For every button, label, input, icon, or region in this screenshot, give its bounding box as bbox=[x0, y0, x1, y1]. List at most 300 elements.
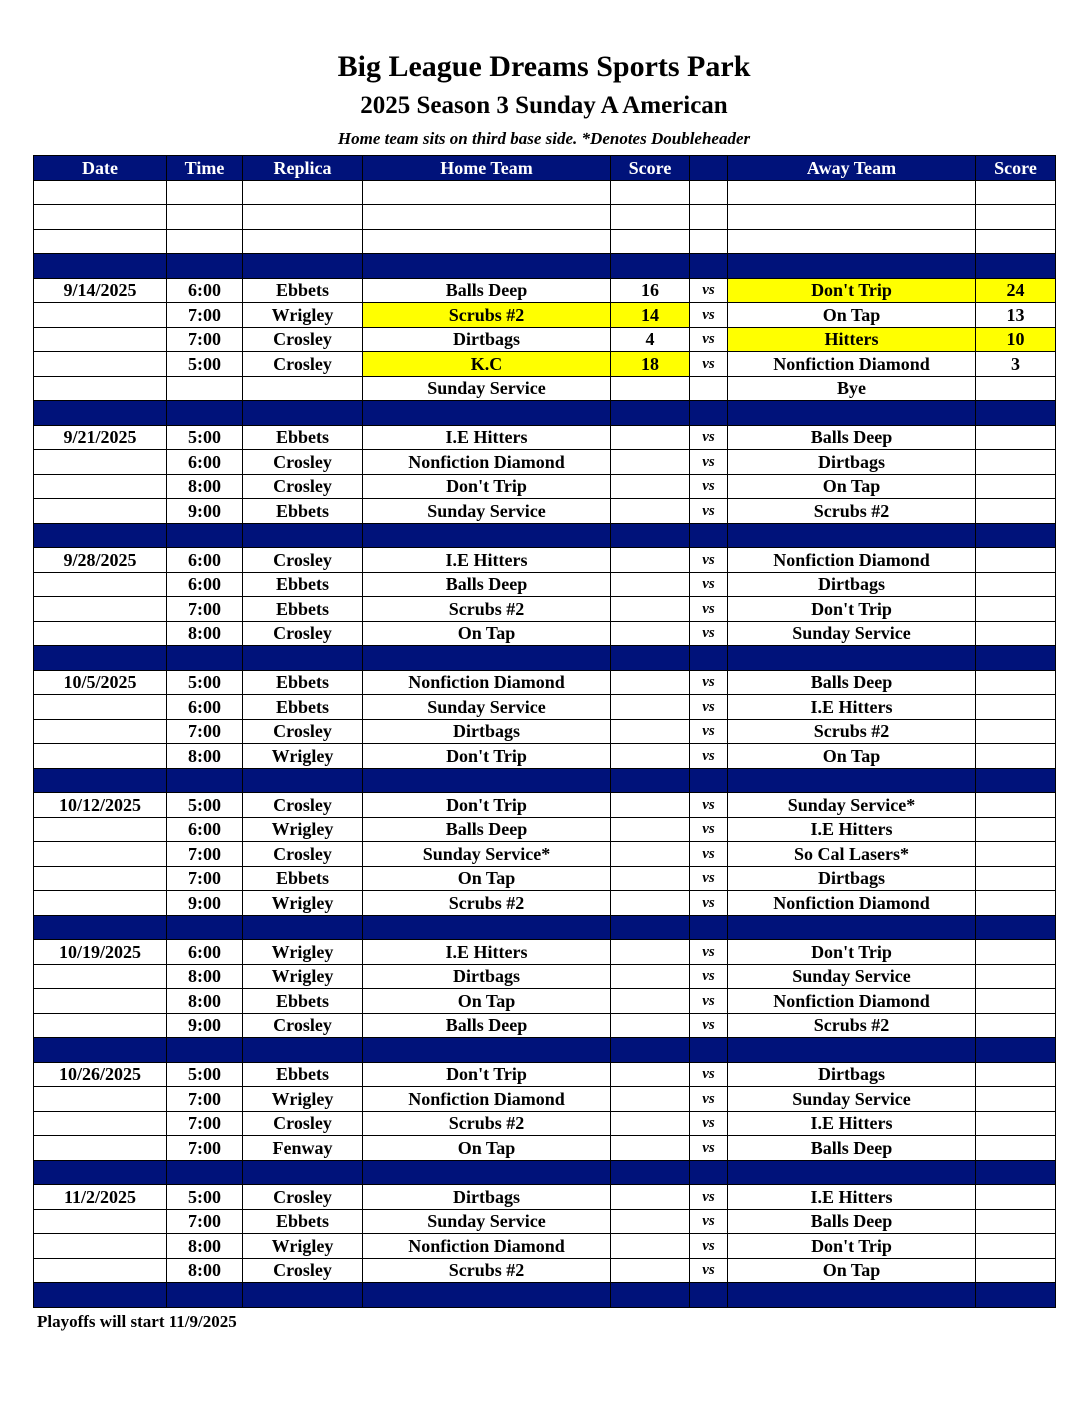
time-cell: 5:00 bbox=[167, 1062, 243, 1087]
table-row bbox=[34, 1062, 1056, 1087]
vs-cell: vs bbox=[690, 425, 728, 450]
home-score-cell bbox=[611, 719, 690, 744]
away-team-cell bbox=[728, 180, 976, 205]
replica-cell: Crosley bbox=[243, 793, 363, 818]
date-cell bbox=[34, 499, 167, 524]
away-score-cell bbox=[976, 719, 1056, 744]
date-cell bbox=[34, 450, 167, 475]
time-cell: 5:00 bbox=[167, 793, 243, 818]
date-cell bbox=[34, 719, 167, 744]
replica-cell: Wrigley bbox=[243, 1087, 363, 1112]
time-cell: 5:00 bbox=[167, 352, 243, 377]
time-cell: 6:00 bbox=[167, 940, 243, 965]
date-cell bbox=[34, 1258, 167, 1283]
replica-cell: Ebbets bbox=[243, 1062, 363, 1087]
home-team-cell: Don't Trip bbox=[363, 474, 611, 499]
date-cell bbox=[34, 229, 167, 254]
home-team-cell: Scrubs #2 bbox=[363, 1111, 611, 1136]
replica-cell: Crosley bbox=[243, 327, 363, 352]
table-row bbox=[34, 229, 1056, 254]
date-separator-row bbox=[34, 1160, 1056, 1185]
away-score-cell bbox=[976, 401, 1056, 426]
away-score-cell bbox=[976, 450, 1056, 475]
date-cell bbox=[34, 1283, 167, 1308]
time-cell bbox=[167, 1160, 243, 1185]
date-separator-row bbox=[34, 768, 1056, 793]
replica-cell: Crosley bbox=[243, 450, 363, 475]
home-score-cell bbox=[611, 1209, 690, 1234]
away-team-cell: Don't Trip bbox=[728, 940, 976, 965]
home-team-cell: Dirtbags bbox=[363, 327, 611, 352]
vs-cell: vs bbox=[690, 1185, 728, 1210]
time-cell bbox=[167, 180, 243, 205]
vs-cell bbox=[690, 1283, 728, 1308]
time-cell: 7:00 bbox=[167, 303, 243, 328]
time-cell: 5:00 bbox=[167, 670, 243, 695]
time-cell: 6:00 bbox=[167, 548, 243, 573]
table-row bbox=[34, 376, 1056, 401]
replica-cell bbox=[243, 254, 363, 279]
vs-cell bbox=[690, 646, 728, 671]
date-cell: 10/26/2025 bbox=[34, 1062, 167, 1087]
away-score-cell bbox=[976, 915, 1056, 940]
replica-cell: Ebbets bbox=[243, 572, 363, 597]
replica-cell: Ebbets bbox=[243, 597, 363, 622]
away-score-cell bbox=[976, 793, 1056, 818]
header-away-score: Score bbox=[976, 156, 1056, 181]
home-score-cell bbox=[611, 744, 690, 769]
home-score-cell bbox=[611, 915, 690, 940]
home-score-cell bbox=[611, 1283, 690, 1308]
table-row bbox=[34, 327, 1056, 352]
replica-cell: Crosley bbox=[243, 719, 363, 744]
away-score-cell bbox=[976, 548, 1056, 573]
home-score-cell bbox=[611, 254, 690, 279]
date-separator-row bbox=[34, 915, 1056, 940]
vs-cell: vs bbox=[690, 1209, 728, 1234]
home-team-cell bbox=[363, 646, 611, 671]
home-team-cell: K.C bbox=[363, 352, 611, 377]
header-date: Date bbox=[34, 156, 167, 181]
away-score-cell bbox=[976, 866, 1056, 891]
home-team-cell: Balls Deep bbox=[363, 1013, 611, 1038]
home-score-cell bbox=[611, 866, 690, 891]
date-cell bbox=[34, 1160, 167, 1185]
home-score-cell bbox=[611, 817, 690, 842]
date-cell bbox=[34, 768, 167, 793]
away-team-cell: Dirtbags bbox=[728, 450, 976, 475]
home-team-cell: Don't Trip bbox=[363, 793, 611, 818]
away-team-cell bbox=[728, 229, 976, 254]
vs-cell: vs bbox=[690, 303, 728, 328]
home-score-cell bbox=[611, 964, 690, 989]
table-row bbox=[34, 793, 1056, 818]
home-score-cell bbox=[611, 499, 690, 524]
home-team-cell bbox=[363, 205, 611, 230]
vs-cell: vs bbox=[690, 1087, 728, 1112]
home-team-cell: Scrubs #2 bbox=[363, 891, 611, 916]
away-team-cell: Don't Trip bbox=[728, 597, 976, 622]
time-cell: 8:00 bbox=[167, 964, 243, 989]
date-separator-row bbox=[34, 1283, 1056, 1308]
away-team-cell: On Tap bbox=[728, 474, 976, 499]
home-score-cell bbox=[611, 1062, 690, 1087]
time-cell bbox=[167, 646, 243, 671]
away-score-cell bbox=[976, 1013, 1056, 1038]
vs-cell: vs bbox=[690, 891, 728, 916]
away-team-cell: Nonfiction Diamond bbox=[728, 891, 976, 916]
replica-cell: Ebbets bbox=[243, 1209, 363, 1234]
away-score-cell bbox=[976, 499, 1056, 524]
away-team-cell bbox=[728, 1038, 976, 1063]
time-cell: 7:00 bbox=[167, 327, 243, 352]
time-cell: 7:00 bbox=[167, 1111, 243, 1136]
replica-cell: Crosley bbox=[243, 1111, 363, 1136]
table-header-row bbox=[34, 156, 1056, 181]
home-score-cell bbox=[611, 621, 690, 646]
date-cell: 11/2/2025 bbox=[34, 1185, 167, 1210]
away-team-cell bbox=[728, 646, 976, 671]
away-score-cell bbox=[976, 670, 1056, 695]
date-cell bbox=[34, 376, 167, 401]
table-row bbox=[34, 1209, 1056, 1234]
table-row bbox=[34, 817, 1056, 842]
home-score-cell bbox=[611, 548, 690, 573]
date-cell bbox=[34, 401, 167, 426]
away-score-cell: 3 bbox=[976, 352, 1056, 377]
header-time: Time bbox=[167, 156, 243, 181]
home-team-cell: Balls Deep bbox=[363, 817, 611, 842]
home-score-cell bbox=[611, 523, 690, 548]
vs-cell: vs bbox=[690, 499, 728, 524]
table-row bbox=[34, 303, 1056, 328]
home-team-cell: Nonfiction Diamond bbox=[363, 1087, 611, 1112]
date-cell bbox=[34, 1111, 167, 1136]
vs-cell bbox=[690, 376, 728, 401]
away-score-cell bbox=[976, 989, 1056, 1014]
date-cell bbox=[34, 303, 167, 328]
schedule-body bbox=[34, 180, 1056, 1307]
time-cell: 7:00 bbox=[167, 1087, 243, 1112]
home-team-cell bbox=[363, 1038, 611, 1063]
away-team-cell bbox=[728, 768, 976, 793]
home-team-cell bbox=[363, 768, 611, 793]
replica-cell: Fenway bbox=[243, 1136, 363, 1161]
away-team-cell: Sunday Service* bbox=[728, 793, 976, 818]
home-score-cell bbox=[611, 1111, 690, 1136]
vs-cell bbox=[690, 915, 728, 940]
table-row bbox=[34, 548, 1056, 573]
home-score-cell bbox=[611, 1185, 690, 1210]
replica-cell: Crosley bbox=[243, 621, 363, 646]
vs-cell: vs bbox=[690, 548, 728, 573]
date-cell: 10/12/2025 bbox=[34, 793, 167, 818]
replica-cell: Ebbets bbox=[243, 695, 363, 720]
away-team-cell: Balls Deep bbox=[728, 425, 976, 450]
home-score-cell bbox=[611, 989, 690, 1014]
date-cell bbox=[34, 842, 167, 867]
away-team-cell bbox=[728, 1160, 976, 1185]
away-team-cell: On Tap bbox=[728, 744, 976, 769]
away-score-cell bbox=[976, 180, 1056, 205]
time-cell: 7:00 bbox=[167, 597, 243, 622]
date-cell bbox=[34, 1087, 167, 1112]
away-score-cell bbox=[976, 842, 1056, 867]
home-score-cell bbox=[611, 180, 690, 205]
away-score-cell bbox=[976, 229, 1056, 254]
vs-cell bbox=[690, 768, 728, 793]
replica-cell: Wrigley bbox=[243, 303, 363, 328]
replica-cell bbox=[243, 523, 363, 548]
replica-cell: Ebbets bbox=[243, 425, 363, 450]
vs-cell: vs bbox=[690, 572, 728, 597]
time-cell: 8:00 bbox=[167, 1234, 243, 1259]
table-row bbox=[34, 989, 1056, 1014]
header-replica: Replica bbox=[243, 156, 363, 181]
home-score-cell bbox=[611, 793, 690, 818]
home-score-cell bbox=[611, 768, 690, 793]
home-team-cell bbox=[363, 1160, 611, 1185]
time-cell: 7:00 bbox=[167, 719, 243, 744]
away-score-cell bbox=[976, 376, 1056, 401]
away-score-cell bbox=[976, 1160, 1056, 1185]
vs-cell bbox=[690, 254, 728, 279]
away-score-cell bbox=[976, 1111, 1056, 1136]
home-team-cell bbox=[363, 180, 611, 205]
away-team-cell: I.E Hitters bbox=[728, 695, 976, 720]
replica-cell bbox=[243, 229, 363, 254]
home-score-cell bbox=[611, 205, 690, 230]
away-score-cell bbox=[976, 1087, 1056, 1112]
home-score-cell: 16 bbox=[611, 278, 690, 303]
date-cell: 10/5/2025 bbox=[34, 670, 167, 695]
time-cell: 7:00 bbox=[167, 842, 243, 867]
away-team-cell: Sunday Service bbox=[728, 964, 976, 989]
home-team-cell bbox=[363, 915, 611, 940]
away-team-cell: On Tap bbox=[728, 303, 976, 328]
away-score-cell bbox=[976, 621, 1056, 646]
home-score-cell bbox=[611, 940, 690, 965]
home-team-cell: Nonfiction Diamond bbox=[363, 450, 611, 475]
table-row bbox=[34, 719, 1056, 744]
home-team-cell: Sunday Service* bbox=[363, 842, 611, 867]
header-vs bbox=[690, 156, 728, 181]
vs-cell: vs bbox=[690, 1111, 728, 1136]
home-team-cell: Sunday Service bbox=[363, 1209, 611, 1234]
vs-cell: vs bbox=[690, 989, 728, 1014]
away-score-cell bbox=[976, 597, 1056, 622]
home-team-cell bbox=[363, 229, 611, 254]
vs-cell bbox=[690, 1038, 728, 1063]
home-score-cell bbox=[611, 572, 690, 597]
date-cell bbox=[34, 254, 167, 279]
vs-cell bbox=[690, 205, 728, 230]
table-row bbox=[34, 474, 1056, 499]
time-cell: 7:00 bbox=[167, 866, 243, 891]
schedule-table bbox=[33, 155, 1056, 1308]
page-subtitle: 2025 Season 3 Sunday A American bbox=[360, 92, 728, 119]
home-score-cell bbox=[611, 597, 690, 622]
date-cell bbox=[34, 891, 167, 916]
away-team-cell: Don't Trip bbox=[728, 1234, 976, 1259]
home-score-cell bbox=[611, 425, 690, 450]
replica-cell: Ebbets bbox=[243, 989, 363, 1014]
date-separator-row bbox=[34, 646, 1056, 671]
time-cell bbox=[167, 915, 243, 940]
away-score-cell bbox=[976, 523, 1056, 548]
replica-cell: Ebbets bbox=[243, 866, 363, 891]
away-team-cell bbox=[728, 523, 976, 548]
date-cell bbox=[34, 989, 167, 1014]
away-team-cell bbox=[728, 915, 976, 940]
replica-cell: Ebbets bbox=[243, 670, 363, 695]
replica-cell: Crosley bbox=[243, 352, 363, 377]
home-score-cell bbox=[611, 401, 690, 426]
away-score-cell bbox=[976, 695, 1056, 720]
away-team-cell: Hitters bbox=[728, 327, 976, 352]
table-row bbox=[34, 621, 1056, 646]
away-team-cell: I.E Hitters bbox=[728, 1185, 976, 1210]
time-cell: 6:00 bbox=[167, 450, 243, 475]
away-team-cell: Dirtbags bbox=[728, 572, 976, 597]
away-score-cell bbox=[976, 1038, 1056, 1063]
away-team-cell: I.E Hitters bbox=[728, 1111, 976, 1136]
home-team-cell: Dirtbags bbox=[363, 964, 611, 989]
home-score-cell bbox=[611, 1234, 690, 1259]
schedule-note: Home team sits on third base side. *Denotes Doubleheader bbox=[337, 129, 751, 148]
date-cell bbox=[34, 695, 167, 720]
page-title: Big League Dreams Sports Park bbox=[337, 50, 751, 83]
replica-cell: Crosley bbox=[243, 842, 363, 867]
time-cell bbox=[167, 229, 243, 254]
home-team-cell bbox=[363, 1283, 611, 1308]
date-cell bbox=[34, 621, 167, 646]
vs-cell: vs bbox=[690, 1013, 728, 1038]
vs-cell: vs bbox=[690, 866, 728, 891]
home-team-cell bbox=[363, 254, 611, 279]
away-team-cell: Scrubs #2 bbox=[728, 499, 976, 524]
home-score-cell: 14 bbox=[611, 303, 690, 328]
date-cell bbox=[34, 205, 167, 230]
replica-cell bbox=[243, 376, 363, 401]
vs-cell: vs bbox=[690, 1234, 728, 1259]
away-team-cell: Bye bbox=[728, 376, 976, 401]
table-row bbox=[34, 964, 1056, 989]
away-team-cell: Dirtbags bbox=[728, 1062, 976, 1087]
date-cell bbox=[34, 327, 167, 352]
home-team-cell: Balls Deep bbox=[363, 278, 611, 303]
home-score-cell: 4 bbox=[611, 327, 690, 352]
vs-cell: vs bbox=[690, 352, 728, 377]
away-score-cell bbox=[976, 474, 1056, 499]
away-score-cell bbox=[976, 1209, 1056, 1234]
time-cell: 6:00 bbox=[167, 572, 243, 597]
home-team-cell: Nonfiction Diamond bbox=[363, 670, 611, 695]
vs-cell: vs bbox=[690, 964, 728, 989]
away-score-cell bbox=[976, 1185, 1056, 1210]
home-team-cell: Sunday Service bbox=[363, 376, 611, 401]
time-cell bbox=[167, 205, 243, 230]
table-row bbox=[34, 1013, 1056, 1038]
away-team-cell bbox=[728, 1283, 976, 1308]
replica-cell: Crosley bbox=[243, 548, 363, 573]
away-team-cell: Nonfiction Diamond bbox=[728, 989, 976, 1014]
replica-cell bbox=[243, 646, 363, 671]
table-row bbox=[34, 866, 1056, 891]
vs-cell: vs bbox=[690, 793, 728, 818]
date-cell bbox=[34, 744, 167, 769]
vs-cell: vs bbox=[690, 474, 728, 499]
date-cell bbox=[34, 572, 167, 597]
table-row bbox=[34, 1136, 1056, 1161]
replica-cell bbox=[243, 205, 363, 230]
date-cell bbox=[34, 964, 167, 989]
replica-cell bbox=[243, 180, 363, 205]
header-away-team: Away Team bbox=[728, 156, 976, 181]
time-cell: 6:00 bbox=[167, 278, 243, 303]
replica-cell: Ebbets bbox=[243, 499, 363, 524]
away-score-cell bbox=[976, 891, 1056, 916]
home-score-cell bbox=[611, 891, 690, 916]
date-cell: 9/21/2025 bbox=[34, 425, 167, 450]
time-cell: 8:00 bbox=[167, 744, 243, 769]
time-cell: 8:00 bbox=[167, 621, 243, 646]
away-score-cell bbox=[976, 1136, 1056, 1161]
date-cell bbox=[34, 1234, 167, 1259]
date-cell: 10/19/2025 bbox=[34, 940, 167, 965]
date-cell bbox=[34, 597, 167, 622]
vs-cell bbox=[690, 229, 728, 254]
table-row bbox=[34, 278, 1056, 303]
vs-cell bbox=[690, 1160, 728, 1185]
away-team-cell: Sunday Service bbox=[728, 1087, 976, 1112]
vs-cell: vs bbox=[690, 719, 728, 744]
away-score-cell bbox=[976, 768, 1056, 793]
home-team-cell: Scrubs #2 bbox=[363, 597, 611, 622]
date-cell bbox=[34, 474, 167, 499]
time-cell: 7:00 bbox=[167, 1136, 243, 1161]
away-score-cell bbox=[976, 744, 1056, 769]
home-team-cell: Scrubs #2 bbox=[363, 1258, 611, 1283]
away-team-cell bbox=[728, 205, 976, 230]
table-row bbox=[34, 940, 1056, 965]
time-cell: 6:00 bbox=[167, 695, 243, 720]
replica-cell: Wrigley bbox=[243, 817, 363, 842]
vs-cell: vs bbox=[690, 842, 728, 867]
home-team-cell: Don't Trip bbox=[363, 1062, 611, 1087]
replica-cell: Crosley bbox=[243, 1013, 363, 1038]
vs-cell: vs bbox=[690, 621, 728, 646]
date-cell: 9/14/2025 bbox=[34, 278, 167, 303]
replica-cell bbox=[243, 1038, 363, 1063]
time-cell bbox=[167, 376, 243, 401]
table-row bbox=[34, 352, 1056, 377]
date-cell bbox=[34, 1013, 167, 1038]
replica-cell bbox=[243, 1160, 363, 1185]
home-team-cell: Nonfiction Diamond bbox=[363, 1234, 611, 1259]
away-team-cell bbox=[728, 401, 976, 426]
date-cell bbox=[34, 1209, 167, 1234]
home-score-cell bbox=[611, 229, 690, 254]
home-score-cell bbox=[611, 376, 690, 401]
vs-cell: vs bbox=[690, 670, 728, 695]
home-team-cell: On Tap bbox=[363, 621, 611, 646]
replica-cell bbox=[243, 768, 363, 793]
date-cell bbox=[34, 817, 167, 842]
time-cell bbox=[167, 523, 243, 548]
time-cell bbox=[167, 1283, 243, 1308]
time-cell: 6:00 bbox=[167, 817, 243, 842]
